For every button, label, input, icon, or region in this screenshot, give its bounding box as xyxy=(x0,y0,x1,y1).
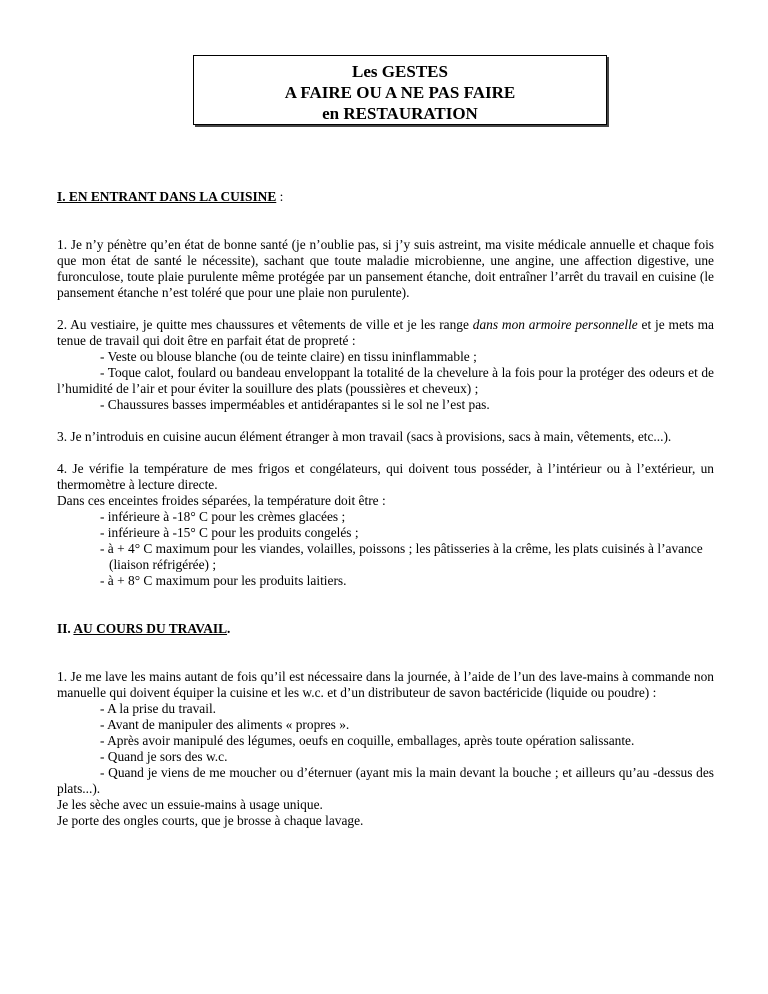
p2-end: et je mets ma tenue de travail qui doit être en parfait état de propreté : xyxy=(57,317,714,348)
section-2-heading-suffix: . xyxy=(227,621,231,636)
document-body xyxy=(57,189,714,829)
p4-item-4: - à + 8° C maximum pour les produits laitiers. xyxy=(100,573,347,588)
p2-item-2: - Toque calot, foulard ou bandeau enveloppant la totalité de la chevelure à la fois pour la protéger des odeurs et de l’humidité de l’air et pour éviter la souillure des plats (poussières et cheveux) ; xyxy=(57,365,714,396)
section-1-paragraph-3: 3. Je n’introduis en cuisine aucun élément étranger à mon travail (sacs à provisions, sacs à main, vêtements, etc...). xyxy=(57,429,672,444)
s2-end-line-2: Je porte des ongles courts, que je brosse à chaque lavage. xyxy=(57,813,364,828)
p2-start: 2. Au vestiaire, je quitte mes chaussures et vêtements de ville et je les range xyxy=(57,317,473,332)
document-title xyxy=(193,55,607,125)
section-1-paragraph-1: 1. Je n’y pénètre qu’en état de bonne santé (je n’oublie pas, si j’y suis astreint, ma visite médicale annuelle et chaque fois que mon état de santé le nécessite), sachant que toute maladie microbienne, une angine, une affection digestive, une furonculose, toute plaie purulente même protégée par un pansement étanche, doit entraîner l’arrêt du travail en cuisine (le pansement étanche n’est toléré que pour une plaie non purulente). xyxy=(57,237,714,300)
p2-item-3: - Chaussures basses imperméables et antidérapantes si le sol ne l’est pas. xyxy=(100,397,490,412)
section-1-paragraph-4: 4. Je vérifie la température de mes frigos et congélateurs, qui doivent tous posséder, à l’intérieur ou à l’extérieur, un thermomètre à lecture directe. xyxy=(57,461,714,492)
p4-item-2: - inférieure à -15° C pour les produits congelés ; xyxy=(100,525,359,540)
section-2-heading-text: AU COURS DU TRAVAIL xyxy=(73,621,228,636)
s2-item-5: - Quand je viens de me moucher ou d’éternuer (ayant mis la main devant la bouche ; et ailleurs qu’au -dessus des plats...). xyxy=(57,765,714,796)
section-2-heading xyxy=(57,621,714,637)
s2-end-line-1: Je les sèche avec un essuie-mains à usage unique. xyxy=(57,797,323,812)
section-1-paragraph-2 xyxy=(57,317,714,349)
section-1-heading-text: I. EN ENTRANT DANS LA CUISINE xyxy=(57,189,277,204)
p2-item-1: - Veste ou blouse blanche (ou de teinte claire) en tissu ininflammable ; xyxy=(100,349,477,364)
section-2-heading-prefix: II. xyxy=(57,621,74,636)
p4-line-2: Dans ces enceintes froides séparées, la température doit être : xyxy=(57,493,386,508)
p4-item-3: - à + 4° C maximum pour les viandes, volailles, poissons ; les pâtisseries à la crême, les plats cuisinés à l’avance (liaison réfrigérée) ; xyxy=(100,541,703,572)
title-line-2: A FAIRE OU A NE PAS FAIRE xyxy=(284,83,516,102)
section-2-paragraph-1: 1. Je me lave les mains autant de fois qu’il est nécessaire dans la journée, à l’aide de l’un des lave-mains à commande non manuelle qui doivent équiper la cuisine et les w.c. et d’un distributeur de savon bactéricide (liquide ou poudre) : xyxy=(57,669,714,700)
section-1-heading xyxy=(57,189,714,205)
p2-emphasis: dans mon armoire personnelle xyxy=(472,317,638,332)
title-line-1: Les GESTES xyxy=(352,62,448,81)
p4-item-1: - inférieure à -18° C pour les crèmes glacées ; xyxy=(100,509,346,524)
s2-item-4: - Quand je sors des w.c. xyxy=(100,749,228,764)
section-1-heading-suffix: : xyxy=(276,189,284,204)
s2-item-3: - Après avoir manipulé des légumes, oeufs en coquille, emballages, après toute opération salissante. xyxy=(100,733,635,748)
s2-item-1: - A la prise du travail. xyxy=(100,701,217,716)
title-line-3: en RESTAURATION xyxy=(322,104,478,123)
s2-item-2: - Avant de manipuler des aliments « propres ». xyxy=(100,717,350,732)
